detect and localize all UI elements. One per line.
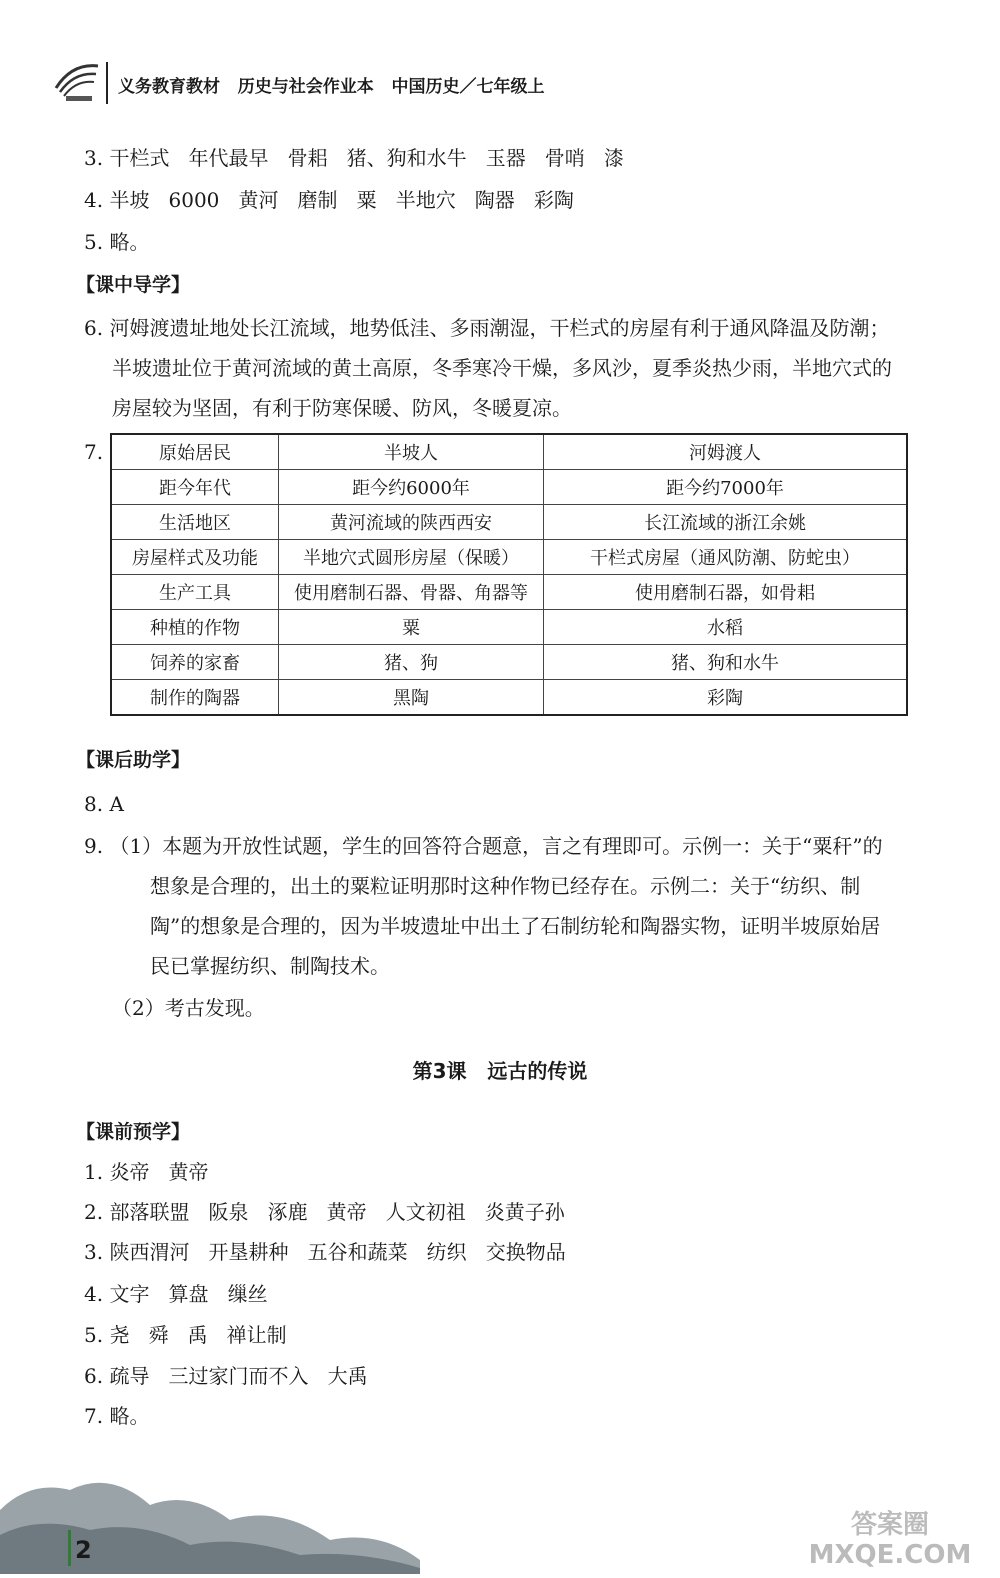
table-row bbox=[111, 540, 907, 575]
table-cell: 距今年代 bbox=[111, 470, 279, 505]
table-cell: 原始居民 bbox=[111, 434, 279, 470]
page-number-bar bbox=[68, 1530, 71, 1566]
table-cell: 黄河流域的陕西西安 bbox=[279, 505, 544, 540]
table-row bbox=[111, 680, 907, 716]
answer-line: 6. 河姆渡遗址地处长江流域，地势低洼、多雨潮湿，干栏式的房屋有利于通风降温及防潮； bbox=[84, 316, 890, 340]
table-cell: 猪、狗和水牛 bbox=[544, 645, 908, 680]
table-cell: 房屋样式及功能 bbox=[111, 540, 279, 575]
watermark: 答案圈 MXQE.COM bbox=[808, 1510, 972, 1570]
table-cell: 距今约7000年 bbox=[544, 470, 908, 505]
header-title: 义务教育教材 历史与社会作业本 中国历史／七年级上 bbox=[118, 77, 545, 97]
footer-landscape-decoration bbox=[0, 1450, 420, 1574]
answer-line: 5. 略。 bbox=[84, 230, 150, 254]
table-cell: 干栏式房屋（通风防潮、防蛇虫） bbox=[544, 540, 908, 575]
table-cell: 半地穴式圆形房屋（保暖） bbox=[279, 540, 544, 575]
answer-line: 想象是合理的，出土的粟粒证明那时这种作物已经存在。示例二：关于“纺织、制 bbox=[150, 874, 861, 898]
answer-line: 陶”的想象是合理的，因为半坡遗址中出土了石制纺轮和陶器实物，证明半坡原始居 bbox=[150, 914, 881, 938]
answer-line: （2）考古发现。 bbox=[112, 996, 265, 1020]
lesson-title: 第3课 远古的传说 bbox=[412, 1059, 588, 1083]
table-cell: 河姆渡人 bbox=[544, 434, 908, 470]
table-cell: 制作的陶器 bbox=[111, 680, 279, 716]
table-cell: 使用磨制石器、骨器、角器等 bbox=[279, 575, 544, 610]
answer-line: 民已掌握纺织、制陶技术。 bbox=[150, 954, 390, 978]
answer-line: 9. （1）本题为开放性试题，学生的回答符合题意，言之有理即可。示例一：关于“粟秆”的 bbox=[84, 834, 883, 858]
comparison-table bbox=[110, 433, 908, 716]
answer-line: 4. 半坡 6000 黄河 磨制 粟 半地穴 陶器 彩陶 bbox=[84, 188, 574, 212]
answer-line: 7. 略。 bbox=[84, 1404, 150, 1428]
answer-line: 2. 部落联盟 阪泉 涿鹿 黄帝 人文初祖 炎黄子孙 bbox=[84, 1200, 565, 1224]
table-cell: 长江流域的浙江余姚 bbox=[544, 505, 908, 540]
table-cell: 饲养的家畜 bbox=[111, 645, 279, 680]
table-cell: 种植的作物 bbox=[111, 610, 279, 645]
table-cell: 半坡人 bbox=[279, 434, 544, 470]
table-row bbox=[111, 470, 907, 505]
answer-line: 8. A bbox=[84, 792, 124, 816]
answer-line: 4. 文字 算盘 缫丝 bbox=[84, 1282, 268, 1306]
table-cell: 生活地区 bbox=[111, 505, 279, 540]
question-number: 7. bbox=[84, 440, 104, 464]
table-row bbox=[111, 610, 907, 645]
table-header-row bbox=[111, 434, 907, 470]
table-cell: 猪、狗 bbox=[279, 645, 544, 680]
table-row bbox=[111, 645, 907, 680]
table-row bbox=[111, 575, 907, 610]
table-row bbox=[111, 505, 907, 540]
table-cell: 使用磨制石器，如骨耜 bbox=[544, 575, 908, 610]
answer-line: 房屋较为坚固，有利于防寒保暖、防风，冬暖夏凉。 bbox=[112, 396, 572, 420]
table-cell: 水稻 bbox=[544, 610, 908, 645]
section-heading-in-class: 【课中导学】 bbox=[76, 274, 191, 296]
section-heading-pre-class: 【课前预学】 bbox=[76, 1121, 191, 1143]
answer-line: 6. 疏导 三过家门而不入 大禹 bbox=[84, 1364, 368, 1388]
table-cell: 距今约6000年 bbox=[279, 470, 544, 505]
table-cell: 彩陶 bbox=[544, 680, 908, 716]
table-cell: 黑陶 bbox=[279, 680, 544, 716]
answer-line: 3. 陕西渭河 开垦耕种 五谷和蔬菜 纺织 交换物品 bbox=[84, 1240, 566, 1264]
answer-line: 3. 干栏式 年代最早 骨耜 猪、狗和水牛 玉器 骨哨 漆 bbox=[84, 146, 624, 170]
publisher-logo bbox=[52, 58, 102, 104]
table-cell: 生产工具 bbox=[111, 575, 279, 610]
section-heading-after-class: 【课后助学】 bbox=[76, 749, 191, 771]
answer-line: 半坡遗址位于黄河流域的黄土高原，冬季寒冷干燥，多风沙，夏季炎热少雨，半地穴式的 bbox=[112, 356, 892, 380]
table-cell: 粟 bbox=[279, 610, 544, 645]
answer-line: 5. 尧 舜 禹 禅让制 bbox=[84, 1323, 287, 1347]
header-divider bbox=[106, 62, 108, 104]
answer-line: 1. 炎帝 黄帝 bbox=[84, 1160, 209, 1184]
page-number: 2 bbox=[75, 1536, 92, 1564]
